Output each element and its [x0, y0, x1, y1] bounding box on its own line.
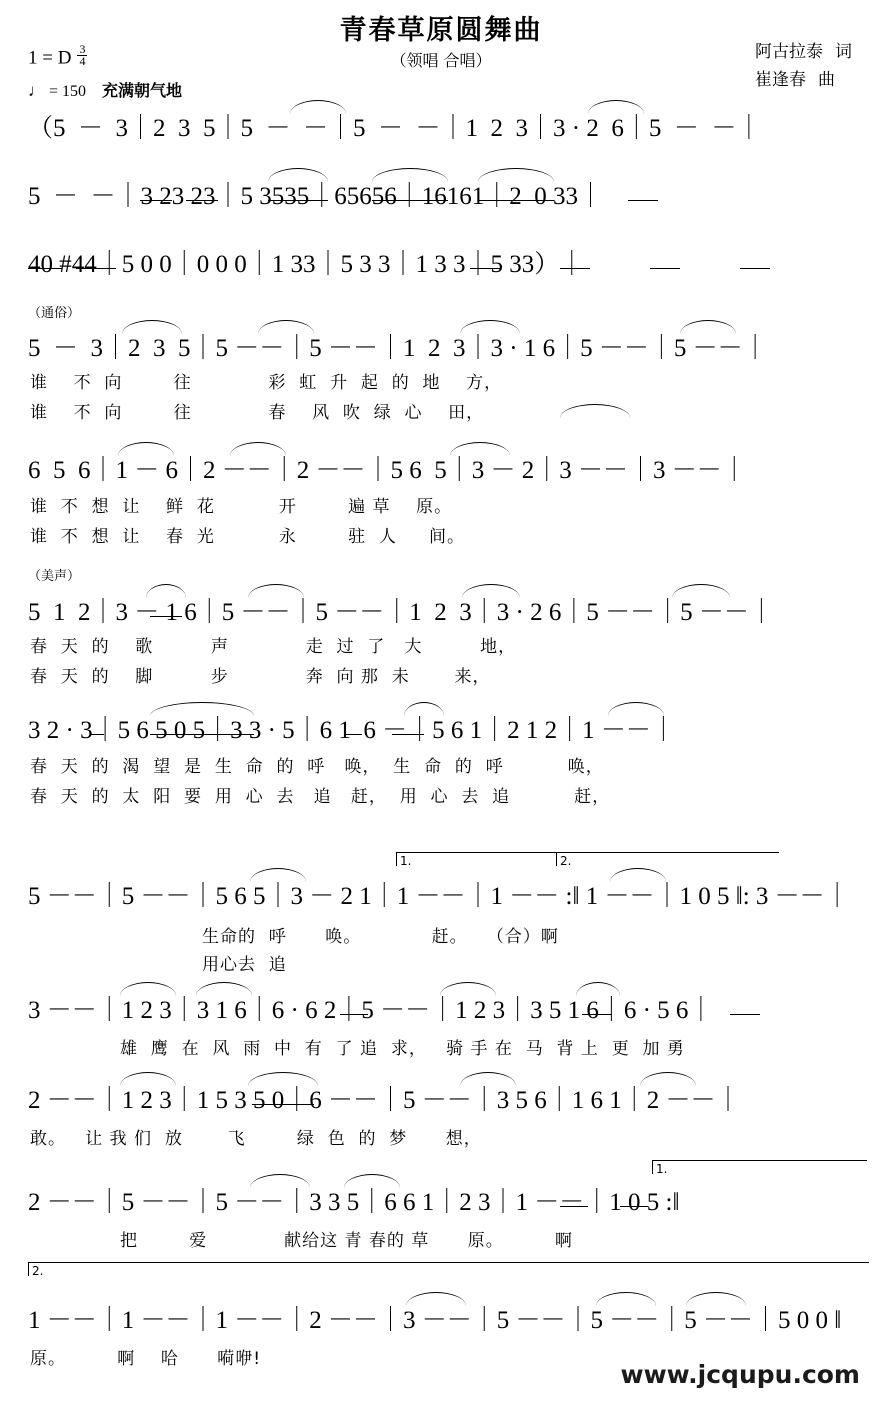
page-title: 青春草原圆舞曲 [339, 15, 543, 46]
beam-line [582, 1014, 612, 1015]
lyric-line: 用心去 追 [202, 955, 287, 975]
slur-arc [406, 1292, 466, 1306]
slur-arc [610, 868, 666, 882]
credits [755, 38, 852, 94]
slur-arc [608, 702, 664, 716]
slur-arc [372, 168, 448, 182]
volta-label: 2. [560, 854, 572, 868]
slur-arc [686, 1292, 746, 1306]
slur-arc [248, 1072, 318, 1086]
beam-line [478, 200, 554, 201]
slur-arc [460, 1072, 516, 1086]
meter-numerator: 3 [79, 42, 86, 56]
meter-denominator: 4 [79, 54, 86, 69]
slur-arc [640, 1072, 696, 1086]
lyric-line: 把 爱 献给这 青 春的 草 原。 啊 [120, 1231, 573, 1251]
lyric-line: 雄 鹰 在 风 雨 中 有 了 追 求， 骑 手 在 马 背 上 更 加 勇 [120, 1039, 685, 1059]
stave-notes: 2 －－｜5 －－｜5 －－｜3 3 5｜6 6 1｜2 3｜1 －－｜1 0 5 :‖ [28, 1189, 680, 1216]
beam-line [76, 268, 116, 269]
slur-arc [462, 584, 520, 598]
section-mark-popular: （通俗） [28, 306, 81, 321]
stave-notes: 1 －－｜1 －－｜1 －－｜2 －－｜3 －－｜5 －－｜5 －－｜5 －－｜5 0 0 ‖ [28, 1307, 842, 1334]
stave-notes: 2 －－｜1 2 3｜1 5 3 5 0｜6 －－｜5 －－｜3 5 6｜1 6 1｜2 －－｜ [28, 1087, 741, 1114]
lyric-line: 春 天 的 渴 望 是 生 命 的 呼 唤， 生 命 的 呼 唤， [30, 757, 604, 777]
volta-bracket-2b [28, 1262, 869, 1276]
stave-notes: 5 1 2｜3 － 1 6｜5 －－｜5 －－｜1 2 3｜3 · 2 6｜5 －－｜5 －－｜ [28, 599, 774, 626]
slur-arc [596, 1292, 656, 1306]
beam-line [90, 734, 104, 735]
slur-arc [120, 1072, 176, 1086]
slur-arc [146, 584, 186, 598]
beam-line [650, 268, 680, 269]
stave-notes: 6 5 6｜1 － 6｜2 －－｜2 －－｜5 6 5｜3 － 2｜3 －－｜3 －－｜ [28, 457, 747, 484]
volta-label: 1. [400, 854, 412, 868]
lyricist-role: 词 [835, 42, 852, 62]
beam-line [628, 200, 658, 201]
slur-arc [588, 100, 644, 114]
slur-arc [268, 168, 328, 182]
stave-notes: 5 － 3｜2 3 5｜5 －－｜5 －－｜1 2 3｜3 · 1 6｜5 －－｜5 －－｜ [28, 335, 768, 362]
lyric-line: 谁 不 向 往 春 风 吹 绿 心 田， [30, 403, 485, 423]
lyric-line: 敢。 让 我 们 放 飞 绿 色 的 梦 想， [30, 1129, 482, 1149]
slur-arc [450, 442, 510, 456]
composer-line [755, 66, 852, 94]
slur-arc [478, 168, 554, 182]
stave-notes: 3 2 · 3｜5 6 5 0 5｜3 3 · 5｜6 1 6 －｜5 6 1｜2 1 2｜1 －－｜ [28, 717, 676, 744]
slur-arc [560, 404, 630, 418]
volta-label: 1. [656, 1162, 668, 1176]
beam-line [150, 734, 254, 735]
slur-arc [150, 702, 254, 716]
beam-line [186, 200, 218, 201]
beam-line [470, 268, 500, 269]
beam-line [268, 200, 328, 201]
slur-arc [248, 584, 304, 598]
beam-line [140, 200, 172, 201]
beam-line [150, 616, 182, 617]
stave-notes: 5 － －｜3 23 23｜5 3535｜65656｜16161｜2 0 33｜ [28, 183, 604, 210]
lyric-line: 生命的 呼 唤。 赶。 （合）啊 [202, 927, 559, 947]
slur-arc [404, 702, 444, 716]
lyric-line: 谁 不 向 往 彩 虹 升 起 的 地 方， [30, 373, 503, 393]
volta-bracket-2 [556, 852, 779, 866]
lyric-line: 谁 不 想 让 春 光 永 驻 人 间。 [30, 527, 465, 547]
slur-arc [250, 868, 306, 882]
beam-line [740, 268, 770, 269]
lyric-line: 春 天 的 太 阳 要 用 心 去 追 赶， 用 心 去 追 赶， [30, 787, 611, 807]
beam-line [252, 1104, 314, 1105]
lyricist-line [755, 38, 852, 66]
lyricist-name: 阿古拉泰 [755, 42, 823, 62]
slur-arc [230, 442, 286, 456]
slur-arc [290, 100, 346, 114]
stave-notes: 5 －－｜5 －－｜5 6 5｜3 － 2 1｜1 －－｜1 －－ :‖ 1 －－｜1 0 5 ‖: 3 －－｜ [28, 883, 850, 910]
beam-line [340, 1014, 368, 1015]
beam-line [372, 200, 448, 201]
slur-arc [344, 1174, 400, 1188]
section-mark-belcanto: （美声） [28, 569, 81, 584]
slur-arc [460, 320, 520, 334]
lyric-line: 春 天 的 歌 声 走 过 了 大 地， [30, 637, 517, 657]
slur-arc [440, 982, 496, 996]
volta-label: 2. [32, 1264, 44, 1278]
tempo-value: = 150 [49, 83, 87, 100]
beam-line [392, 734, 424, 735]
beam-line [28, 268, 62, 269]
beam-line [620, 1206, 648, 1207]
slur-arc [680, 320, 736, 334]
stave-notes: 3 －－｜1 2 3｜3 1 6｜6 · 6 2｜5 －－｜1 2 3｜3 5 1 6｜6 · 5 6｜ [28, 997, 714, 1024]
stave-notes: （5 － 3｜2 3 5｜5 － －｜5 － －｜1 2 3｜3 · 2 6｜5 － －｜ [28, 115, 762, 142]
mood-marking: 充满朝气地 [102, 81, 183, 100]
slur-arc [672, 584, 730, 598]
beam-line [560, 268, 590, 269]
slur-arc [122, 320, 182, 334]
lyric-line: 春 天 的 脚 步 奔 向 那 未 来， [30, 667, 491, 687]
lyric-line: 谁 不 想 让 鲜 花 开 遍 草 原。 [30, 497, 453, 517]
beam-line [730, 1014, 760, 1015]
tempo-marking [28, 78, 182, 101]
slur-arc [576, 982, 620, 996]
volta-bracket-1b [652, 1160, 867, 1174]
lyric-line: 原。 啊 哈 嗬咿! [30, 1349, 262, 1369]
slur-arc [118, 442, 174, 456]
stave-notes: 40 #44｜5 0 0｜0 0 0｜1 33｜5 3 3｜1 3 3｜5 33）｜ [28, 251, 585, 278]
beam-line [560, 1206, 588, 1207]
key-label: 1 = D [28, 47, 72, 69]
slur-arc [250, 1174, 310, 1188]
composer-name: 崔逢春 [755, 70, 806, 91]
quarter-note-icon: ♩ [28, 81, 45, 100]
composer-role: 曲 [818, 70, 835, 91]
performance-subtitle: （领唱 合唱） [390, 51, 492, 70]
slur-arc [120, 982, 176, 996]
slur-arc [258, 320, 314, 334]
beam-line [346, 734, 362, 735]
slur-arc [196, 982, 252, 996]
site-watermark: www.jcqupu.com [620, 1360, 860, 1389]
